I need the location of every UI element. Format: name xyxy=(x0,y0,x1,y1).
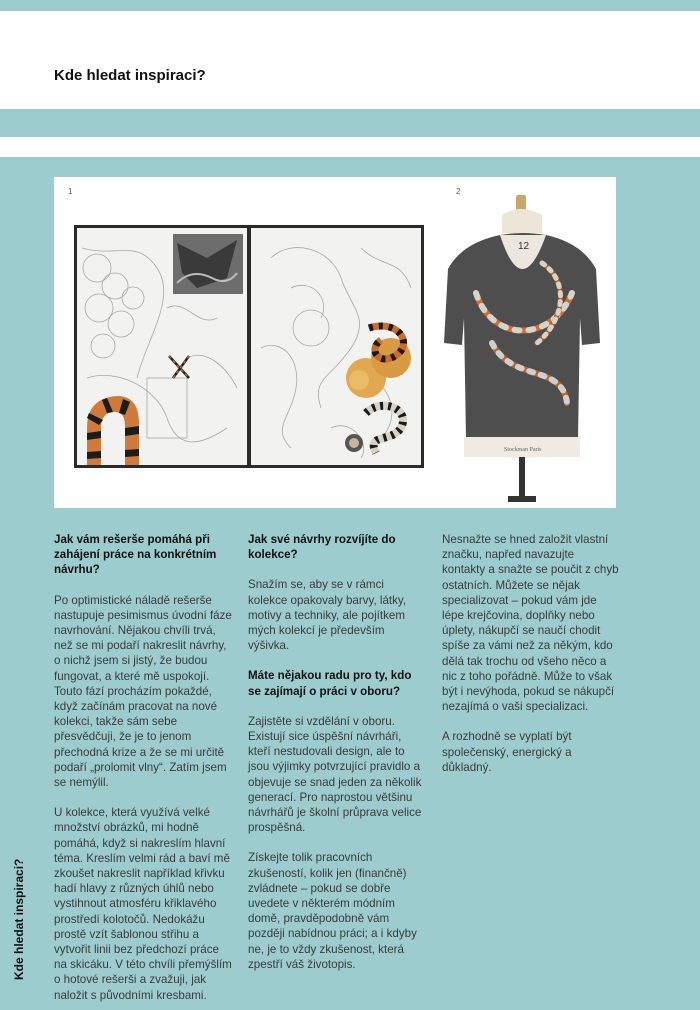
sketchbook-left-page xyxy=(77,228,247,465)
text-column-3 xyxy=(442,532,620,790)
sketchbook-image xyxy=(74,225,424,468)
column-3-paragraph-2: A rozhodně se vyplatí být společenský, energický a důkladný. xyxy=(442,730,572,774)
column-2-heading-1: Jak své návrhy rozvíjíte do kolekce? xyxy=(248,533,396,562)
figure-1-number: 1 xyxy=(68,187,73,196)
svg-text:Stockman Paris: Stockman Paris xyxy=(504,447,542,453)
column-1-heading: Jak vám rešerše pomáhá při zahájení práce na konkrétním návrhu? xyxy=(54,533,217,577)
column-2-paragraph-2: Zajistěte si vzdělání v oboru. Existují sice úspěšní návrháři, kteří nestudovali design, ale to jsou výjimky potvrzující pravidlo a objevuje se snad jeden za několik generací. Pro naprostou většinu návrhářů je školní průprava velice prospěšná. xyxy=(248,714,422,835)
figure-panel xyxy=(54,177,616,508)
vertical-section-label: Kde hledat inspiraci? xyxy=(12,858,26,980)
column-2-heading-2: Máte nějakou radu pro ty, kdo se zajímají o práci v oboru? xyxy=(248,669,412,698)
column-2-paragraph-3: Získejte tolik pracovních zkušeností, kolik jen (finančně) zvládnete – pokud se dobře uvedete v některém módním domě, pravděpodobně vám později nabídnou práci; a i kdyby ne, je to vždy zkušenost, která zpestří váš životopis. xyxy=(248,851,417,971)
sketchbook-right-page xyxy=(251,228,421,465)
mannequin-number: 12 xyxy=(518,241,530,252)
page-header xyxy=(0,11,700,109)
column-1-paragraph-2: U kolekce, která využívá velké množství obrázků, mi hodně pomáhá, když si nakreslím hlavní téma. Kreslím velmi rád a baví mě zkoušet nakreslit například křivku hadí hlavy z různých úhlů nebo vystihnout atmosféru křiklavého prostředí kolotočů. Nedokážu prostě vzít šablonou střihu a vytvořit linii bez předchozí práce na skicáku. V této chvíli přemýšlím o hotové rešerši a zvažuji, jak naložit s původními kresbami. xyxy=(54,806,232,1002)
shirt-on-mannequin-image xyxy=(442,193,602,508)
mannequin-shirt-drawing xyxy=(442,193,602,508)
sketch-right-drawing xyxy=(251,228,421,465)
decorative-strip xyxy=(0,137,700,157)
page-title: Kde hledat inspiraci? xyxy=(54,67,206,84)
figure-2-number: 2 xyxy=(456,187,461,196)
column-3-paragraph-1: Nesnažte se hned založit vlastní značku, napřed navazujte kontakty a snažte se poučit z chyb ostatních. Můžete se nějak specializovat – pokud vám jde lépe krejčovina, doplňky nebo úplety, nákupčí se naučí chodit spíše za vámi než za někým, kdo dělá tak trochu od všeho něco a nic z toho pořádně. Může to však být i nevýhoda, pokud se nákupčí nezajímá o vaši specializaci. xyxy=(442,533,619,714)
column-2-paragraph-1: Snažím se, aby se v rámci kolekce opakovaly barvy, látky, motivy a techniky, ale pojítkem mých kolekcí je především výšivka. xyxy=(248,578,407,653)
top-color-band xyxy=(0,0,700,11)
text-column-1 xyxy=(54,532,232,1010)
text-column-2 xyxy=(248,532,426,987)
sketch-left-drawing xyxy=(77,228,247,465)
column-1-paragraph-1: Po optimistické náladě rešerše nastupuje pesimismus úvodní fáze navrhování. Nějakou chvíli trvá, než se mi podaří nakreslit návrhy, o nichž jsem si jistý, že budou fungovat, a které mě uspokojí. Touto fází procházím pokaždé, když začínám pracovat na nové kolekci, takže sám sebe přesvědčuji, že je to jenom přechodná krize a že se mi určitě podaří „prolomit vlny“. Zatím jsem se nemýlil. xyxy=(54,593,232,790)
